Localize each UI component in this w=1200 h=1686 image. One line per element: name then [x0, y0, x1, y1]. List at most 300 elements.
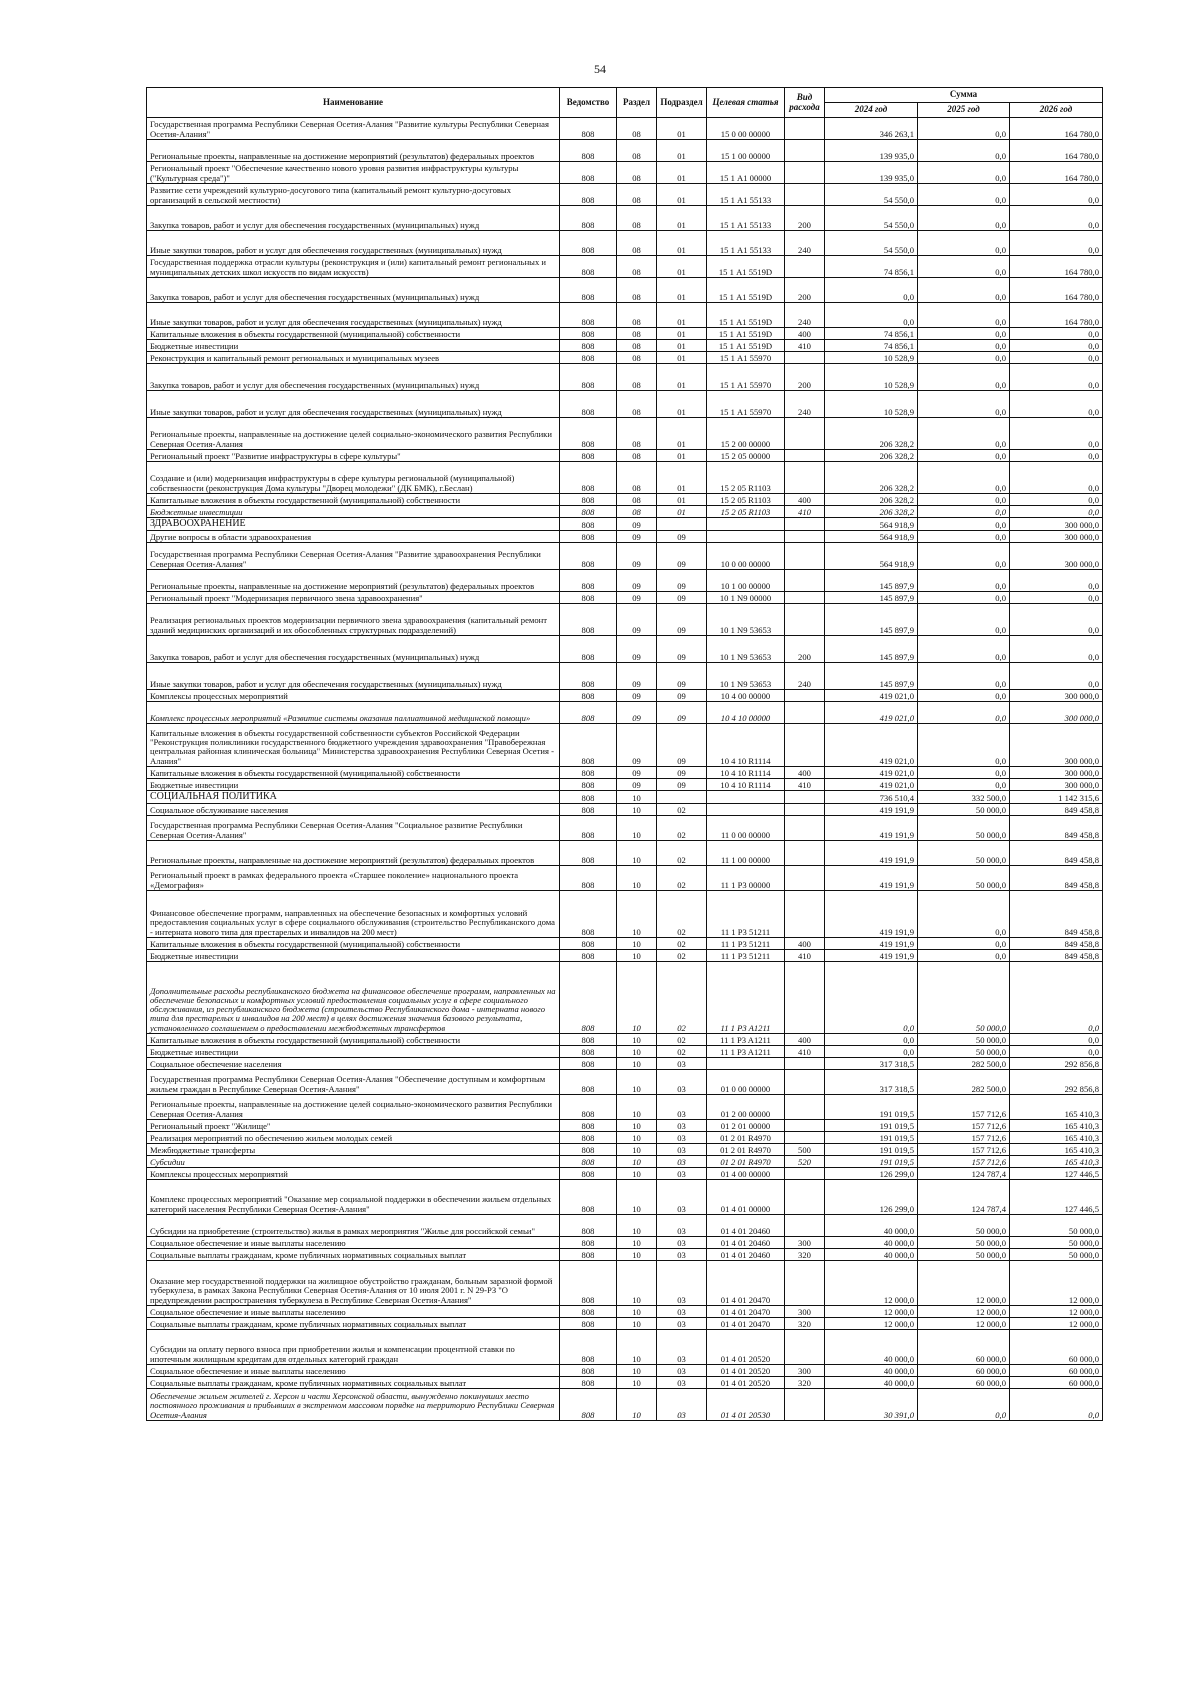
row-vid	[785, 256, 825, 278]
row-vedomstvo: 808	[560, 1215, 617, 1237]
row-sum-2026: 300 000,0	[1010, 543, 1103, 570]
row-vid	[785, 724, 825, 767]
row-sum-2025: 60 000,0	[918, 1377, 1010, 1389]
row-sum-2025: 0,0	[918, 256, 1010, 278]
row-target: 01 4 01 20520	[707, 1377, 785, 1389]
row-vid	[785, 841, 825, 866]
row-vid: 300	[785, 1306, 825, 1318]
row-sum-2024: 564 918,9	[825, 531, 918, 543]
row-vid: 240	[785, 391, 825, 418]
row-target: 01 4 01 20530	[707, 1389, 785, 1421]
row-vid	[785, 1058, 825, 1070]
row-sum-2026: 164 780,0	[1010, 162, 1103, 184]
row-vid	[785, 791, 825, 804]
row-name: Региональные проекты, направленные на достижение мероприятий (результатов) федеральных проектов	[147, 140, 560, 162]
row-sum-2024: 145 897,9	[825, 663, 918, 690]
row-sum-2026: 164 780,0	[1010, 140, 1103, 162]
table-row	[147, 303, 1103, 328]
row-sum-2025: 50 000,0	[918, 1034, 1010, 1046]
row-sum-2026: 12 000,0	[1010, 1318, 1103, 1330]
row-name: Дополнительные расходы республиканского бюджета на финансовое обеспечение программ, направленных на обеспечение безопасных и комфортных условий предоставления социальных услуг в сфере социального обслуживания, из республиканского бюджета (строительство Республиканского дома - интерната нового типа для престарелых и инвалидов на 200 мест) в целях достижения значения базового результата, установленного соглашением о предоставлении межбюджетных трансфертов	[147, 962, 560, 1034]
row-vedomstvo: 808	[560, 352, 617, 364]
row-target: 10 0 00 00000	[707, 543, 785, 570]
table-row	[147, 518, 1103, 531]
row-sum-2024: 419 191,9	[825, 938, 918, 950]
row-razdel: 10	[617, 1046, 657, 1058]
row-vid	[785, 1261, 825, 1306]
row-vid: 200	[785, 206, 825, 231]
row-podrazdel: 01	[657, 450, 707, 462]
row-vedomstvo: 808	[560, 962, 617, 1034]
row-razdel: 08	[617, 278, 657, 303]
row-vid	[785, 1389, 825, 1421]
row-razdel: 10	[617, 841, 657, 866]
row-target: 10 1 00 00000	[707, 570, 785, 592]
row-name: Другие вопросы в области здравоохранения	[147, 531, 560, 543]
table-row	[147, 352, 1103, 364]
table-row	[147, 1215, 1103, 1237]
row-sum-2025: 0,0	[918, 118, 1010, 140]
row-vedomstvo: 808	[560, 140, 617, 162]
row-sum-2025: 60 000,0	[918, 1365, 1010, 1377]
row-name: Региональные проекты, направленные на достижение мероприятий (результатов) федеральных проектов	[147, 570, 560, 592]
row-podrazdel: 01	[657, 118, 707, 140]
row-sum-2026: 165 410,3	[1010, 1132, 1103, 1144]
row-vid	[785, 604, 825, 636]
row-name: Региональный проект "Развитие инфраструктуры в сфере культуры"	[147, 450, 560, 462]
row-sum-2024: 191 019,5	[825, 1156, 918, 1168]
row-vedomstvo: 808	[560, 506, 617, 518]
row-sum-2026: 164 780,0	[1010, 118, 1103, 140]
row-name: Социальные выплаты гражданам, кроме публичных нормативных социальных выплат	[147, 1377, 560, 1389]
row-target: 01 4 01 00000	[707, 1180, 785, 1215]
row-podrazdel: 09	[657, 767, 707, 779]
row-vedomstvo: 808	[560, 1034, 617, 1046]
row-podrazdel: 03	[657, 1318, 707, 1330]
row-razdel: 10	[617, 1330, 657, 1365]
row-vid	[785, 1215, 825, 1237]
row-sum-2024: 419 191,9	[825, 816, 918, 841]
row-target: 15 2 05 R1103	[707, 462, 785, 494]
row-vedomstvo: 808	[560, 1261, 617, 1306]
row-vid: 500	[785, 1144, 825, 1156]
table-row	[147, 891, 1103, 938]
row-podrazdel: 03	[657, 1144, 707, 1156]
row-podrazdel: 03	[657, 1156, 707, 1168]
row-sum-2024: 54 550,0	[825, 184, 918, 206]
row-vedomstvo: 808	[560, 256, 617, 278]
row-vedomstvo: 808	[560, 1120, 617, 1132]
row-target: 15 1 А1 55970	[707, 391, 785, 418]
row-target: 11 1 P3 00000	[707, 866, 785, 891]
row-vid	[785, 140, 825, 162]
table-row	[147, 494, 1103, 506]
page-number: 54	[594, 62, 606, 76]
row-name: Субсидии на приобретение (строительство) жилья в рамках мероприятия "Жилье для российской семьи"	[147, 1215, 560, 1237]
row-razdel: 10	[617, 1249, 657, 1261]
row-name: Реконструкция и капитальный ремонт региональных и муниципальных музеев	[147, 352, 560, 364]
row-name: Бюджетные инвестиции	[147, 1046, 560, 1058]
row-razdel: 10	[617, 1156, 657, 1168]
row-razdel: 09	[617, 531, 657, 543]
row-razdel: 10	[617, 866, 657, 891]
row-sum-2025: 0,0	[918, 340, 1010, 352]
table-row	[147, 328, 1103, 340]
row-target: 15 1 А1 5519D	[707, 278, 785, 303]
row-vedomstvo: 808	[560, 1168, 617, 1180]
row-podrazdel: 02	[657, 841, 707, 866]
table-row	[147, 816, 1103, 841]
row-sum-2024: 145 897,9	[825, 604, 918, 636]
row-sum-2025: 0,0	[918, 450, 1010, 462]
row-name: Государственная программа Республики Северная Осетия-Алания "Развитие здравоохранения Республики Северная Осетия-Алания"	[147, 543, 560, 570]
row-sum-2024: 191 019,5	[825, 1120, 918, 1132]
row-vedomstvo: 808	[560, 592, 617, 604]
row-sum-2025: 0,0	[918, 938, 1010, 950]
row-sum-2026: 849 458,8	[1010, 804, 1103, 816]
row-podrazdel: 03	[657, 1132, 707, 1144]
col-name-header: Наименование	[147, 88, 560, 118]
row-podrazdel: 01	[657, 391, 707, 418]
row-sum-2026: 1 142 315,6	[1010, 791, 1103, 804]
row-vedomstvo: 808	[560, 804, 617, 816]
row-target: 01 0 00 00000	[707, 1070, 785, 1095]
row-sum-2026: 164 780,0	[1010, 256, 1103, 278]
row-razdel: 09	[617, 663, 657, 690]
col-target-header: Целевая статья	[707, 88, 785, 118]
row-sum-2026: 300 000,0	[1010, 531, 1103, 543]
row-sum-2026: 165 410,3	[1010, 1144, 1103, 1156]
table-row	[147, 1132, 1103, 1144]
row-podrazdel: 02	[657, 1034, 707, 1046]
row-vid	[785, 702, 825, 724]
row-razdel: 10	[617, 1306, 657, 1318]
row-name: Закупка товаров, работ и услуг для обеспечения государственных (муниципальных) нужд	[147, 278, 560, 303]
row-target: 11 1 P3 51211	[707, 950, 785, 962]
row-vedomstvo: 808	[560, 1318, 617, 1330]
row-razdel: 08	[617, 506, 657, 518]
row-razdel: 08	[617, 352, 657, 364]
row-vid	[785, 531, 825, 543]
row-vedomstvo: 808	[560, 690, 617, 702]
table-row	[147, 1330, 1103, 1365]
row-name: Комплексы процессных мероприятий	[147, 1168, 560, 1180]
col-summa-header: Сумма	[825, 88, 1103, 103]
row-sum-2024: 206 328,2	[825, 418, 918, 450]
row-podrazdel: 01	[657, 494, 707, 506]
row-target: 15 2 05 R1103	[707, 494, 785, 506]
row-target: 01 4 01 20470	[707, 1306, 785, 1318]
row-podrazdel: 03	[657, 1070, 707, 1095]
row-vedomstvo: 808	[560, 206, 617, 231]
row-podrazdel: 02	[657, 816, 707, 841]
row-target: 11 0 00 00000	[707, 816, 785, 841]
row-vid: 400	[785, 938, 825, 950]
row-vedomstvo: 808	[560, 328, 617, 340]
row-sum-2025: 0,0	[918, 1389, 1010, 1421]
row-target: 15 1 А1 55970	[707, 364, 785, 391]
row-target: 01 2 01 00000	[707, 1120, 785, 1132]
table-row	[147, 866, 1103, 891]
row-sum-2024: 0,0	[825, 278, 918, 303]
row-sum-2025: 12 000,0	[918, 1306, 1010, 1318]
row-sum-2024: 139 935,0	[825, 140, 918, 162]
col-2026-header: 2026 год	[1010, 103, 1103, 118]
row-podrazdel: 09	[657, 702, 707, 724]
row-target: 11 1 P3 A1211	[707, 962, 785, 1034]
row-vid: 240	[785, 663, 825, 690]
row-razdel: 10	[617, 938, 657, 950]
row-sum-2024: 346 263,1	[825, 118, 918, 140]
row-razdel: 08	[617, 328, 657, 340]
row-name: Бюджетные инвестиции	[147, 950, 560, 962]
row-sum-2025: 50 000,0	[918, 1046, 1010, 1058]
row-sum-2025: 0,0	[918, 543, 1010, 570]
row-target: 15 1 А1 5519D	[707, 328, 785, 340]
table-row	[147, 1144, 1103, 1156]
row-name: Региональный проект "Обеспечение качественно нового уровня развития инфраструктуры культуры ("Культурная среда")"	[147, 162, 560, 184]
row-vedomstvo: 808	[560, 604, 617, 636]
row-vedomstvo: 808	[560, 543, 617, 570]
row-sum-2024: 30 391,0	[825, 1389, 918, 1421]
row-sum-2026: 0,0	[1010, 352, 1103, 364]
row-sum-2026: 292 856,8	[1010, 1058, 1103, 1070]
row-vedomstvo: 808	[560, 1249, 617, 1261]
row-vid: 410	[785, 950, 825, 962]
row-podrazdel: 09	[657, 690, 707, 702]
row-sum-2024: 0,0	[825, 1046, 918, 1058]
row-sum-2025: 50 000,0	[918, 804, 1010, 816]
row-sum-2025: 0,0	[918, 636, 1010, 663]
row-sum-2025: 0,0	[918, 494, 1010, 506]
row-vid: 200	[785, 364, 825, 391]
row-razdel: 08	[617, 303, 657, 328]
row-vid: 400	[785, 494, 825, 506]
row-sum-2025: 0,0	[918, 702, 1010, 724]
table-row	[147, 1318, 1103, 1330]
row-podrazdel: 03	[657, 1377, 707, 1389]
row-sum-2025: 0,0	[918, 506, 1010, 518]
row-sum-2025: 0,0	[918, 278, 1010, 303]
row-target: 01 2 01 R4970	[707, 1144, 785, 1156]
table-row	[147, 1046, 1103, 1058]
row-vedomstvo: 808	[560, 570, 617, 592]
row-sum-2025: 0,0	[918, 779, 1010, 791]
table-row	[147, 962, 1103, 1034]
table-row	[147, 636, 1103, 663]
row-sum-2025: 0,0	[918, 462, 1010, 494]
row-sum-2024: 10 528,9	[825, 352, 918, 364]
row-sum-2026: 0,0	[1010, 604, 1103, 636]
row-razdel: 09	[617, 690, 657, 702]
row-sum-2026: 0,0	[1010, 340, 1103, 352]
row-sum-2026: 0,0	[1010, 364, 1103, 391]
row-sum-2026: 60 000,0	[1010, 1377, 1103, 1389]
table-row	[147, 1377, 1103, 1389]
row-podrazdel: 01	[657, 206, 707, 231]
row-vid: 410	[785, 340, 825, 352]
col-podrazdel-header: Подраздел	[657, 88, 707, 118]
row-target: 11 1 P3 51211	[707, 891, 785, 938]
row-name: Социальное обслуживание населения	[147, 804, 560, 816]
row-name: Бюджетные инвестиции	[147, 506, 560, 518]
row-target: 11 1 P3 A1211	[707, 1034, 785, 1046]
row-vid: 320	[785, 1249, 825, 1261]
table-row	[147, 140, 1103, 162]
row-podrazdel	[657, 518, 707, 531]
row-sum-2025: 0,0	[918, 724, 1010, 767]
row-sum-2025: 157 712,6	[918, 1144, 1010, 1156]
row-name: Социальное обеспечение и иные выплаты населению	[147, 1306, 560, 1318]
table-row	[147, 1237, 1103, 1249]
row-vedomstvo: 808	[560, 1237, 617, 1249]
budget-table-body	[147, 118, 1103, 1421]
table-row	[147, 724, 1103, 767]
row-sum-2024: 317 318,5	[825, 1070, 918, 1095]
table-row	[147, 1034, 1103, 1046]
row-sum-2024: 40 000,0	[825, 1237, 918, 1249]
row-vid	[785, 1330, 825, 1365]
row-razdel: 10	[617, 1168, 657, 1180]
row-name: Финансовое обеспечение программ, направленных на обеспечение безопасных и комфортных условий предоставления социальных услуг в сфере социального обслуживания (строительство Республиканского дома - интерната нового типа для престарелых и инвалидов на 200 мест)	[147, 891, 560, 938]
row-podrazdel: 01	[657, 184, 707, 206]
row-vedomstvo: 808	[560, 303, 617, 328]
row-sum-2024: 12 000,0	[825, 1306, 918, 1318]
row-vid	[785, 518, 825, 531]
row-razdel: 09	[617, 724, 657, 767]
row-sum-2024: 12 000,0	[825, 1261, 918, 1306]
row-sum-2026: 12 000,0	[1010, 1306, 1103, 1318]
row-sum-2024: 40 000,0	[825, 1330, 918, 1365]
row-vedomstvo: 808	[560, 841, 617, 866]
row-razdel: 10	[617, 962, 657, 1034]
row-podrazdel: 02	[657, 938, 707, 950]
table-row	[147, 690, 1103, 702]
table-row	[147, 702, 1103, 724]
row-vedomstvo: 808	[560, 450, 617, 462]
row-target: 11 1 P3 51211	[707, 938, 785, 950]
row-razdel: 08	[617, 462, 657, 494]
row-name: Государственная программа Республики Северная Осетия-Алания "Обеспечение доступным и комфортным жильем граждан в Республике Северная Осетия-Алания"	[147, 1070, 560, 1095]
table-row	[147, 1389, 1103, 1421]
row-name: Реализация мероприятий по обеспечению жильем молодых семей	[147, 1132, 560, 1144]
row-vid	[785, 816, 825, 841]
row-podrazdel: 09	[657, 636, 707, 663]
row-target: 11 1 00 00000	[707, 841, 785, 866]
row-vedomstvo: 808	[560, 767, 617, 779]
row-sum-2024: 419 021,0	[825, 724, 918, 767]
row-name: Социальное обеспечение и иные выплаты населению	[147, 1237, 560, 1249]
row-sum-2024: 0,0	[825, 303, 918, 328]
row-name: Государственная программа Республики Северная Осетия-Алания "Социальное развитие Республики Северная Осетия-Алания"	[147, 816, 560, 841]
row-name: Капитальные вложения в объекты государственной (муниципальной) собственности	[147, 938, 560, 950]
table-row	[147, 256, 1103, 278]
row-sum-2026: 849 458,8	[1010, 866, 1103, 891]
row-sum-2025: 0,0	[918, 206, 1010, 231]
row-target: 10 1 N9 53653	[707, 604, 785, 636]
row-sum-2025: 0,0	[918, 570, 1010, 592]
row-sum-2024: 12 000,0	[825, 1318, 918, 1330]
row-name: Капитальные вложения в объекты государственной (муниципальной) собственности	[147, 494, 560, 506]
row-vid	[785, 184, 825, 206]
row-sum-2024: 74 856,1	[825, 328, 918, 340]
row-vid: 400	[785, 328, 825, 340]
row-name: Социальные выплаты гражданам, кроме публичных нормативных социальных выплат	[147, 1249, 560, 1261]
row-podrazdel: 09	[657, 592, 707, 604]
row-sum-2025: 0,0	[918, 391, 1010, 418]
col-razdel-header: Раздел	[617, 88, 657, 118]
row-vedomstvo: 808	[560, 462, 617, 494]
row-name: Социальное обеспечение и иные выплаты населению	[147, 1365, 560, 1377]
row-sum-2025: 50 000,0	[918, 1215, 1010, 1237]
row-sum-2026: 127 446,5	[1010, 1180, 1103, 1215]
table-row	[147, 791, 1103, 804]
row-podrazdel: 03	[657, 1215, 707, 1237]
row-podrazdel: 01	[657, 506, 707, 518]
row-sum-2026: 0,0	[1010, 206, 1103, 231]
row-sum-2026: 12 000,0	[1010, 1261, 1103, 1306]
row-vid	[785, 418, 825, 450]
row-razdel: 10	[617, 1132, 657, 1144]
table-row	[147, 1070, 1103, 1095]
table-row	[147, 1120, 1103, 1132]
row-razdel: 09	[617, 702, 657, 724]
row-sum-2026: 165 410,3	[1010, 1120, 1103, 1132]
row-vid	[785, 1132, 825, 1144]
table-row	[147, 663, 1103, 690]
row-vedomstvo: 808	[560, 118, 617, 140]
row-sum-2025: 12 000,0	[918, 1318, 1010, 1330]
budget-table	[146, 87, 1103, 1421]
row-sum-2025: 0,0	[918, 891, 1010, 938]
row-target: 15 1 00 00000	[707, 140, 785, 162]
row-vid	[785, 866, 825, 891]
row-target: 15 1 А1 55970	[707, 352, 785, 364]
row-sum-2024: 736 510,4	[825, 791, 918, 804]
row-podrazdel: 02	[657, 950, 707, 962]
row-podrazdel: 01	[657, 418, 707, 450]
row-sum-2026: 0,0	[1010, 450, 1103, 462]
row-target: 15 1 А1 5519D	[707, 256, 785, 278]
row-razdel: 08	[617, 450, 657, 462]
row-target: 01 4 01 20520	[707, 1330, 785, 1365]
row-podrazdel: 02	[657, 804, 707, 816]
row-podrazdel: 01	[657, 162, 707, 184]
row-vedomstvo: 808	[560, 1377, 617, 1389]
row-razdel: 10	[617, 1215, 657, 1237]
row-sum-2025: 50 000,0	[918, 841, 1010, 866]
row-sum-2024: 145 897,9	[825, 592, 918, 604]
row-vedomstvo: 808	[560, 702, 617, 724]
row-target: 01 4 01 20470	[707, 1261, 785, 1306]
row-sum-2024: 206 328,2	[825, 450, 918, 462]
col-vid-header: Вид расхода	[785, 88, 825, 118]
row-razdel: 08	[617, 494, 657, 506]
row-target: 01 4 00 00000	[707, 1168, 785, 1180]
row-sum-2026: 0,0	[1010, 592, 1103, 604]
table-row	[147, 206, 1103, 231]
row-name: Комплекс процессных мероприятий «Развитие системы оказания паллиативной медицинской помощи»	[147, 702, 560, 724]
row-name: Иные закупки товаров, работ и услуг для обеспечения государственных (муниципальных) нужд	[147, 303, 560, 328]
row-razdel: 08	[617, 418, 657, 450]
row-sum-2024: 126 299,0	[825, 1168, 918, 1180]
row-sum-2025: 0,0	[918, 604, 1010, 636]
row-sum-2025: 157 712,6	[918, 1132, 1010, 1144]
row-sum-2026: 292 856,8	[1010, 1070, 1103, 1095]
row-sum-2025: 157 712,6	[918, 1156, 1010, 1168]
row-vedomstvo: 808	[560, 1180, 617, 1215]
row-vid: 320	[785, 1318, 825, 1330]
